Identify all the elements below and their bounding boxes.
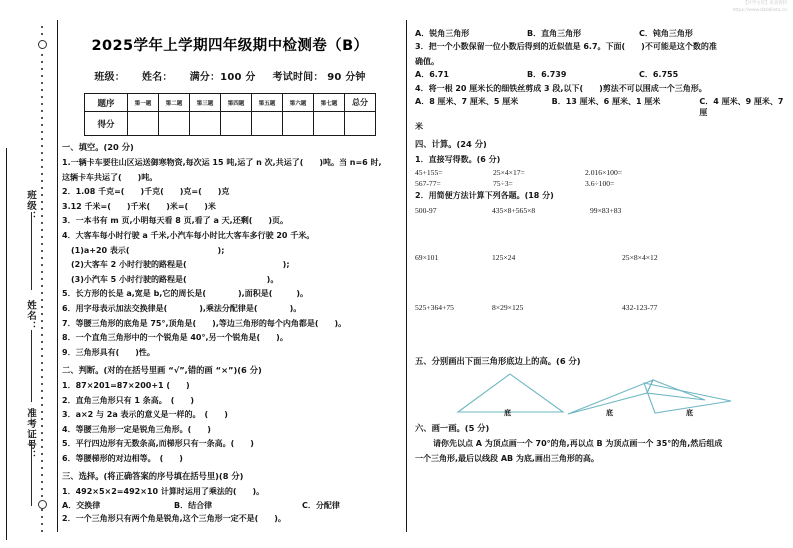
oral-calc-5: 75÷3= <box>493 178 513 188</box>
info-name-label: 姓名： <box>141 72 173 83</box>
margin-class-label: 班级： <box>25 190 36 222</box>
section-3-q2-options <box>415 28 787 39</box>
oral-calc-1: 45+155= <box>415 167 443 177</box>
section-6-heading: 六、画一画。(5 分) <box>415 423 490 434</box>
section-3-q3-option-c[interactable]: C．6.755 <box>639 70 679 80</box>
answer-space-3[interactable] <box>415 312 787 350</box>
score-table-col-2: 第二题 <box>159 94 190 112</box>
tear-line-circle-top <box>38 40 47 49</box>
simple-calc-4: 69×101 <box>415 252 439 262</box>
section-1-item-4-1: (1)a+20 表示( ); <box>71 245 225 255</box>
section-3-question-3: 3．把一个小数保留一位小数后得到的近似值是 6.7。下面( )不可能是这个数的准 <box>415 42 717 51</box>
section-6-line-2: 一个三角形,最后以线段 AB 为底,画出三角形的高。 <box>415 453 599 463</box>
watermark-line-2: https://www.datallista.cn <box>732 7 787 13</box>
column-rule-middle <box>406 20 407 532</box>
section-1-item-1: 1.一辆卡车要往山区运送御寒物资,每次运 15 吨,运了 n 次,共运了( )吨。当 n=6 时, <box>62 157 382 167</box>
column-rule-left <box>57 20 58 532</box>
margin-rule-seg-1 <box>31 212 32 290</box>
score-table-col-3: 第三题 <box>190 94 221 112</box>
base-label-1: 底 <box>504 409 511 418</box>
base-label-3: 底 <box>686 409 693 418</box>
section-3-question-2: 2．一个三角形只有两个角是锐角,这个三角形一定不是( )。 <box>62 514 286 524</box>
section-1-heading: 一、填空。(20 分) <box>62 142 134 152</box>
margin-rule-seg-2 <box>31 330 32 402</box>
base-label-2: 底 <box>606 409 613 418</box>
section-1-item-2b: 3.12 千米=( )千米( )米=( )米 <box>62 201 216 211</box>
score-table <box>84 93 376 136</box>
oral-calc-row-2 <box>415 179 787 188</box>
section-1-item-1-cont: 这辆卡车共运了( )吨。 <box>62 172 158 182</box>
right-column <box>415 26 787 465</box>
info-exam-time: 考试时间： 90 分钟 <box>272 72 366 83</box>
section-3-heading: 三、选择。(将正确答案的序号填在括号里)(8 分) <box>62 471 244 482</box>
score-table-col-6: 第六题 <box>283 94 314 112</box>
section-1-item-5: 5．长方形的长是 a,宽是 b,它的周长是( ),面积是( )。 <box>62 289 309 299</box>
simple-calc-5: 125×24 <box>492 252 516 262</box>
section-3-q2-option-c[interactable]: C．钝角三角形 <box>639 28 693 38</box>
section-1-item-7: 7．等腰三角形的底角是 75°,顶角是( ),等边三角形的每个内角都是( )。 <box>62 318 347 328</box>
score-table-value-row <box>85 112 376 136</box>
section-3-q3-options <box>415 69 787 80</box>
score-cell-3[interactable] <box>190 112 221 136</box>
simple-calc-6: 25×8×4×12 <box>622 252 658 262</box>
section-4-sub-1-heading: 1．直接写得数。(6 分) <box>415 154 501 164</box>
section-1-item-9: 9．三角形具有( )性。 <box>62 347 155 357</box>
simple-calc-row-3 <box>415 303 787 312</box>
section-2-item-1: 1．87×201=87×200+1 ( ) <box>62 380 190 390</box>
exam-info-row <box>62 68 398 83</box>
section-3-q4-option-a[interactable]: A．8 厘米、7 厘米、5 厘米 <box>415 97 519 107</box>
margin-vertical-rule <box>6 148 7 540</box>
oral-calc-4: 567-77= <box>415 178 441 188</box>
triangles-svg <box>415 370 787 417</box>
info-class-label: 班级： <box>94 72 125 83</box>
watermark <box>733 1 787 14</box>
score-table-row-head-2: 得分 <box>85 112 128 136</box>
section-1-item-8: 8．一个直角三角形中的一个锐角是 40°,另一个锐角是( )。 <box>62 333 288 343</box>
score-table-col-7: 第七题 <box>314 94 345 112</box>
oral-calc-6: 3.6÷100= <box>585 178 615 188</box>
section-2-item-4: 4．等腰三角形一定是锐角三角形。( ) <box>62 424 211 434</box>
simple-calc-9: 432-123-77 <box>622 302 658 312</box>
simple-calc-1: 500-97 <box>415 205 437 215</box>
section-3-question-1: 1．492×5×2=492×10 计算时运用了乘法的( )。 <box>62 487 265 496</box>
section-2-heading: 二、判断。(对的在括号里画 “√”,错的画 “×”)(6 分) <box>62 364 262 375</box>
section-1-item-4: 4．大客车每小时行驶 a 千米,小汽车每小时比大客车多行驶 20 千米。 <box>62 230 315 240</box>
section-3-q1-option-b[interactable]: B．结合律 <box>174 500 213 510</box>
info-full-score: 满分：100 分 <box>189 72 256 83</box>
section-6-line-1: 请你先以点 A 为顶点画一个 70°的角,再以点 B 为顶点画一个 35°的角,然后组成 <box>433 438 723 448</box>
triangles-figure <box>415 370 787 417</box>
section-3-q4-option-c[interactable]: C．4 厘米、9 厘米、7 厘 <box>699 97 784 118</box>
section-4-heading: 四、计算。(24 分) <box>415 138 487 149</box>
section-3-q1-option-c[interactable]: C．分配律 <box>302 500 340 510</box>
simple-calc-7: 525+364+75 <box>415 302 454 312</box>
triangle-acute <box>458 374 563 412</box>
score-cell-total[interactable] <box>345 112 376 136</box>
simple-calc-row-1 <box>415 206 787 215</box>
section-3-q4-options <box>415 96 787 118</box>
section-3-q4-option-b[interactable]: B．13 厘米、6 厘米、1 厘米 <box>551 97 661 107</box>
section-3-question-4: 4．将一根 20 厘米长的细铁丝剪成 3 段,以下( )剪法不可以围成一个三角形。 <box>415 83 707 93</box>
answer-space-1[interactable] <box>415 215 787 250</box>
section-1-item-2: 2．1.08 千克=( )千克( )克=( )克 <box>62 187 230 197</box>
margin-exam-id-label: 准考证号： <box>25 408 36 461</box>
section-2-item-3: 3．a×2 与 2a 表示的意义是一样的。 ( ) <box>62 410 228 420</box>
answer-space-2[interactable] <box>415 262 787 300</box>
score-table-col-total: 总分 <box>345 94 376 112</box>
section-2-item-6: 6．等腰梯形的对边相等。 ( ) <box>62 453 183 463</box>
score-table-header-row <box>85 94 376 112</box>
section-3-q1-options <box>62 500 398 511</box>
page-title: 2025学年上学期四年级期中检测卷（B） <box>91 38 369 54</box>
watermark-line-1: 【共学文库】查查资料 <box>743 1 787 6</box>
score-table-col-4: 第四题 <box>221 94 252 112</box>
simple-calc-3: 99×83+83 <box>590 205 622 215</box>
section-3-q1-option-a[interactable]: A．交换律 <box>62 500 101 510</box>
section-4-sub-2-heading: 2．用简便方法计算下列各题。(18 分) <box>415 191 554 201</box>
section-1-item-3: 3．一本书有 m 页,小明每天看 8 页,看了 a 天,还剩( )页。 <box>62 216 289 226</box>
section-5-heading: 五、分别画出下面三角形底边上的高。(6 分) <box>415 355 581 366</box>
section-2-item-5: 5．平行四边形有无数条高,而梯形只有一条高。( ) <box>62 439 254 449</box>
score-cell-5[interactable] <box>252 112 283 136</box>
score-table-col-1: 第一题 <box>128 94 159 112</box>
left-column <box>62 22 398 525</box>
section-1-item-4-3: (3)小汽车 5 小时行驶的路程是( )。 <box>71 274 279 284</box>
section-1-item-4-2: (2)大客车 2 小时行驶的路程是( ); <box>71 260 290 270</box>
score-cell-7[interactable] <box>314 112 345 136</box>
section-3-question-3-cont: 确值。 <box>415 56 439 66</box>
score-table-col-5: 第五题 <box>252 94 283 112</box>
section-1-item-6: 6．用字母表示加法交换律是( ),乘法分配律是( )。 <box>62 304 302 314</box>
section-3-q4-option-c-wrap: 米 <box>415 121 423 131</box>
binding-margin <box>0 0 45 548</box>
section-3-q3-option-a[interactable]: A．6.71 <box>415 70 449 80</box>
score-table-row-head-1: 题序 <box>85 94 128 112</box>
section-2-item-2: 2．直角三角形只有 1 条高。 ( ) <box>62 395 195 405</box>
simple-calc-8: 8×29×125 <box>492 302 524 312</box>
score-cell-1[interactable] <box>128 112 159 136</box>
section-3-q2-option-a[interactable]: A．锐角三角形 <box>415 28 470 38</box>
section-3-q3-option-b[interactable]: B．6.739 <box>527 70 567 80</box>
score-cell-2[interactable] <box>159 112 190 136</box>
oral-calc-3: 2.016×100= <box>585 167 623 177</box>
oral-calc-2: 25×4×17= <box>493 167 525 177</box>
section-3-q2-option-b[interactable]: B．直角三角形 <box>527 28 582 38</box>
tear-line-dots <box>41 26 43 536</box>
simple-calc-2: 435×8+565×8 <box>492 205 536 215</box>
score-cell-4[interactable] <box>221 112 252 136</box>
oral-calc-row-1 <box>415 168 787 177</box>
tear-line-circle-bottom <box>38 500 47 509</box>
margin-name-label: 姓名： <box>25 300 36 332</box>
simple-calc-row-2 <box>415 253 787 262</box>
score-cell-6[interactable] <box>283 112 314 136</box>
